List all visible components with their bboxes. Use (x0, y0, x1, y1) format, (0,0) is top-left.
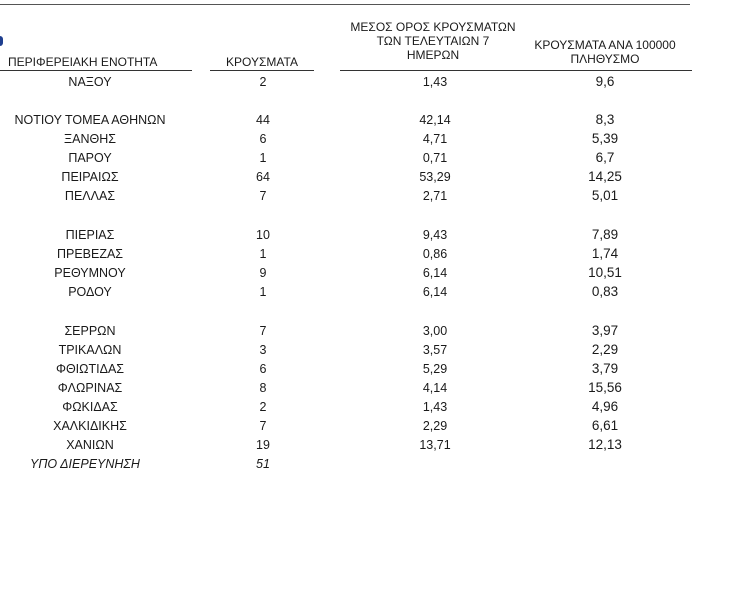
cases-cell: 44 (256, 113, 270, 127)
table-row (0, 360, 734, 378)
avg-cell: 4,71 (422, 132, 448, 146)
cases-cell: 6 (259, 132, 267, 146)
region-cell: ΠΕΙΡΑΙΩΣ (61, 170, 119, 184)
avg-cell: 2,71 (422, 189, 448, 203)
avg-cell: 9,43 (422, 228, 448, 242)
header-underline-per (520, 70, 692, 71)
table-row (0, 283, 734, 301)
cases-cell: 19 (256, 438, 270, 452)
per100k-cell: 2,29 (591, 342, 619, 357)
edge-marker (0, 36, 3, 46)
cases-cell: 2 (259, 75, 267, 89)
table-row (0, 322, 734, 340)
per100k-cell: 3,97 (591, 323, 619, 338)
header-underline-cases (210, 70, 314, 71)
cases-cell: 64 (256, 170, 270, 184)
table-row (0, 111, 734, 129)
table-row (0, 417, 734, 435)
region-cell: ΡΟΔΟΥ (68, 285, 112, 299)
cases-cell: 6 (259, 362, 267, 376)
region-cell: ΝΟΤΙΟΥ ΤΟΜΕΑ ΑΘΗΝΩΝ (14, 113, 166, 127)
table-row (0, 264, 734, 282)
cases-cell: 51 (256, 457, 270, 471)
table-row (0, 398, 734, 416)
per100k-cell: 10,51 (588, 265, 622, 280)
per100k-cell: 5,39 (591, 131, 619, 146)
table-row (0, 379, 734, 397)
region-cell: ΦΛΩΡΙΝΑΣ (57, 381, 123, 395)
avg-cell: 0,71 (422, 151, 448, 165)
cases-cell: 1 (259, 285, 267, 299)
header-underline-avg (340, 70, 520, 71)
region-cell: ΝΑΞΟΥ (68, 75, 112, 89)
avg-cell: 13,71 (419, 438, 451, 452)
header-per-100k (515, 38, 695, 66)
region-cell: ΧΑΛΚΙΔΙΚΗΣ (53, 419, 127, 433)
cases-cell: 10 (256, 228, 270, 242)
per100k-cell: 9,6 (595, 74, 615, 89)
table-row (0, 436, 734, 454)
avg-cell: 3,57 (422, 343, 448, 357)
cases-cell: 9 (259, 266, 267, 280)
region-cell: ΧΑΝΙΩΝ (66, 438, 114, 452)
header-avg-line: ΤΩΝ ΤΕΛΕΥΤΑΙΩΝ 7 (376, 34, 490, 48)
table-row (0, 341, 734, 359)
avg-cell: 42,14 (419, 113, 451, 127)
per100k-cell: 8,3 (595, 112, 615, 127)
table-row (0, 168, 734, 186)
header-avg-line: ΜΕΣΟΣ ΟΡΟΣ ΚΡΟΥΣΜΑΤΩΝ (350, 20, 516, 34)
avg-cell: 1,43 (422, 75, 448, 89)
header-avg-line: ΗΜΕΡΩΝ (406, 48, 460, 62)
per100k-cell: 6,61 (591, 418, 619, 433)
region-cell: ΠΡΕΒΕΖΑΣ (56, 247, 124, 261)
avg-cell: 5,29 (422, 362, 448, 376)
per100k-cell: 1,74 (591, 246, 619, 261)
region-cell: ΥΠΟ ΔΙΕΡΕΥΝΗΣΗ (30, 457, 140, 471)
avg-cell: 0,86 (422, 247, 448, 261)
header-cases: ΚΡΟΥΣΜΑΤΑ (226, 55, 298, 69)
per100k-cell: 6,7 (595, 150, 615, 165)
table-row (0, 245, 734, 263)
per100k-cell: 12,13 (588, 437, 622, 452)
cases-cell: 7 (259, 419, 267, 433)
per100k-cell: 7,89 (591, 227, 619, 242)
table-row (0, 149, 734, 167)
per100k-cell: 15,56 (588, 380, 622, 395)
table-row (0, 73, 734, 91)
per100k-cell: 0,83 (591, 284, 619, 299)
region-cell: ΡΕΘΥΜΝΟΥ (54, 266, 126, 280)
table-row (0, 455, 734, 473)
region-cell: ΦΩΚΙΔΑΣ (62, 400, 118, 414)
cases-cell: 1 (259, 151, 267, 165)
table-row (0, 130, 734, 148)
header-underline-region (0, 70, 192, 71)
region-cell: ΠΑΡΟΥ (68, 151, 112, 165)
region-cell: ΣΕΡΡΩΝ (64, 324, 116, 338)
per100k-cell: 4,96 (591, 399, 619, 414)
per100k-cell: 14,25 (588, 169, 622, 184)
top-border-line (0, 4, 690, 5)
table-row (0, 226, 734, 244)
cases-cell: 2 (259, 400, 267, 414)
avg-cell: 6,14 (422, 266, 448, 280)
header-7day-average (345, 20, 521, 62)
cases-cell: 3 (259, 343, 267, 357)
region-cell: ΠΕΛΛΑΣ (64, 189, 116, 203)
header-per-line: ΠΛΗΘΥΣΜΟ (570, 52, 640, 66)
avg-cell: 1,43 (422, 400, 448, 414)
region-cell: ΤΡΙΚΑΛΩΝ (58, 343, 122, 357)
avg-cell: 3,00 (422, 324, 448, 338)
per100k-cell: 3,79 (591, 361, 619, 376)
cases-cell: 8 (259, 381, 267, 395)
avg-cell: 4,14 (422, 381, 448, 395)
cases-cell: 7 (259, 189, 267, 203)
cases-cell: 1 (259, 247, 267, 261)
avg-cell: 6,14 (422, 285, 448, 299)
per100k-cell: 5,01 (591, 188, 619, 203)
avg-cell: 2,29 (422, 419, 448, 433)
region-cell: ΦΘΙΩΤΙΔΑΣ (55, 362, 125, 376)
header-per-line: ΚΡΟΥΣΜΑΤΑ ΑΝΑ 100000 (534, 38, 676, 52)
header-region: ΠΕΡΙΦΕΡΕΙΑΚΗ ΕΝΟΤΗΤΑ (8, 55, 158, 69)
region-cell: ΞΑΝΘΗΣ (64, 132, 116, 146)
region-cell: ΠΙΕΡΙΑΣ (65, 228, 115, 242)
avg-cell: 53,29 (419, 170, 451, 184)
cases-cell: 7 (259, 324, 267, 338)
table-row (0, 187, 734, 205)
